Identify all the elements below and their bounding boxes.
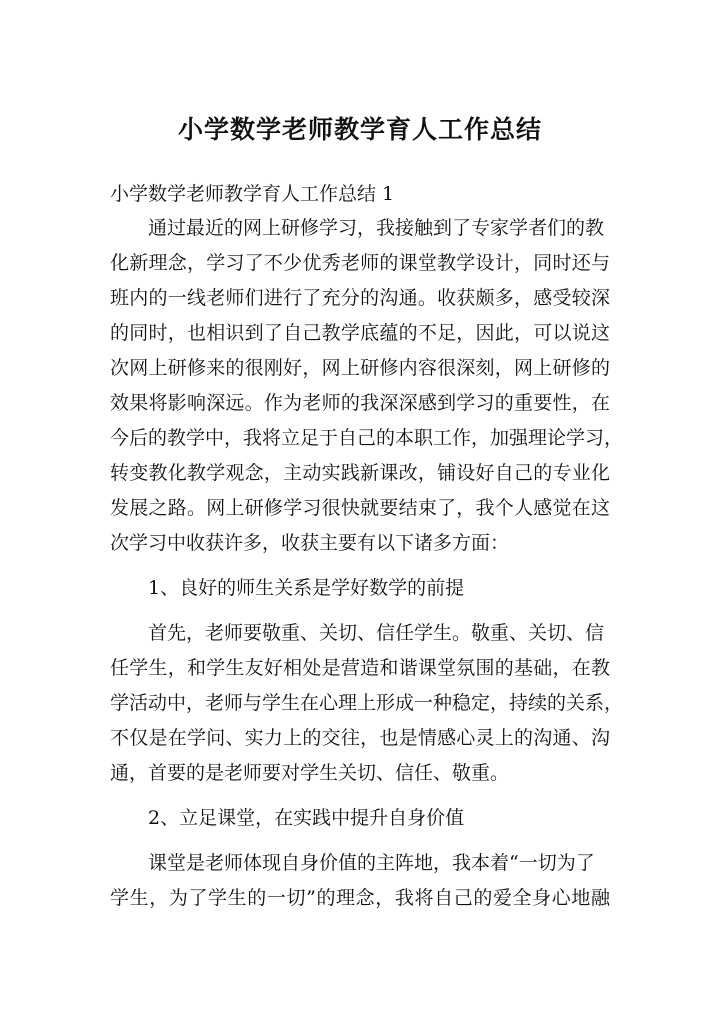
paragraph-line: 通，首要的是老师要对学生关切、信任、敬重。 xyxy=(110,762,510,784)
paragraph-line: 化新理念，学习了不少优秀老师的课堂教学设计，同时还与 xyxy=(110,252,610,274)
paragraph-line: 学活动中，老师与学生在心理上形成一种稳定，持续的关系， xyxy=(110,692,624,714)
paragraph-line: 的同时，也相识到了自己教学底蕴的不足，因此，可以说这 xyxy=(110,322,610,344)
paragraph-line: 任学生，和学生友好相处是营造和谐课堂氛围的基础，在教 xyxy=(110,657,610,679)
paragraph-line: 课堂是老师体现自身价值的主阵地，我本着“一切为了 xyxy=(148,852,595,874)
subheading: 1、良好的师生关系是学好数学的前提 xyxy=(148,577,465,599)
paragraph-line: 首先，老师要敬重、关切、信任学生。敬重、关切、信 xyxy=(148,622,605,644)
section-heading: 小学数学老师教学育人工作总结 1 xyxy=(110,183,395,205)
paragraph-line: 效果将影响深远。作为老师的我深深感到学习的重要性，在 xyxy=(110,392,610,414)
paragraph-line: 今后的教学中，我将立足于自己的本职工作，加强理论学习， xyxy=(110,427,624,449)
paragraph-line: 发展之路。网上研修学习很快就要结束了，我个人感觉在这 xyxy=(110,497,610,519)
paragraph-line: 次学习中收获许多，收获主要有以下诸多方面： xyxy=(110,532,510,554)
paragraph-line: 学生，为了学生的一切”的理念，我将自己的爱全身心地融 xyxy=(110,887,610,909)
paragraph-line: 通过最近的网上研修学习，我接触到了专家学者们的教 xyxy=(148,217,605,239)
paragraph-line: 不仅是在学问、实力上的交往，也是情感心灵上的沟通、沟 xyxy=(110,727,610,749)
document-title: 小学数学老师教学育人工作总结 xyxy=(177,115,542,144)
paragraph-line: 班内的一线老师们进行了充分的沟通。收获颇多，感受较深 xyxy=(110,287,610,309)
paragraph-line: 次网上研修来的很刚好，网上研修内容很深刻，网上研修的 xyxy=(110,357,610,379)
paragraph-line: 转变教化教学观念，主动实践新课改，铺设好自己的专业化 xyxy=(110,462,610,484)
subheading: 2、立足课堂，在实践中提升自身价值 xyxy=(148,807,465,829)
